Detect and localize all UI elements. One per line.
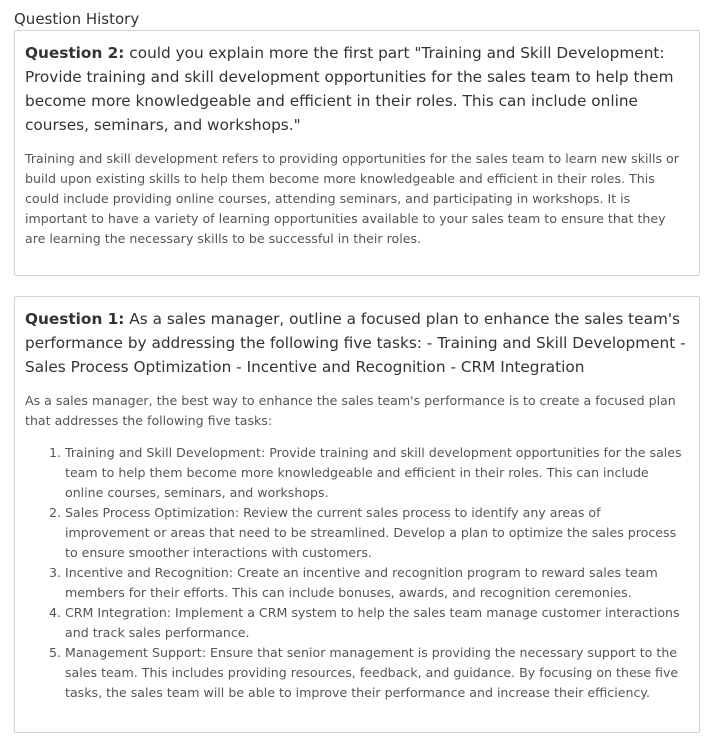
answer: [25, 391, 687, 703]
question-body: could you explain more the first part "Training and Skill Development: Provide training and skill development opportunities for the sales team to help them become more knowledgeable and efficient in their roles. This can include online courses, seminars, and workshops.": [25, 44, 674, 134]
answer-list: [25, 443, 687, 703]
answer-paragraph: As a sales manager, the best way to enhance the sales team's performance is to create a focused plan that addresses the following five tasks:: [25, 393, 676, 428]
list-item: 1. Training and Skill Development: Provide training and skill development opportunities for the sales team to help them become more knowledgeable and efficient in their roles. This can include online courses, seminars, and workshops.: [65, 443, 687, 503]
answer: [25, 149, 687, 249]
question-text: [25, 307, 687, 379]
page-title: Question History: [14, 10, 140, 28]
list-item: 2. Sales Process Optimization: Review the current sales process to identify any areas of improvement or areas that need to be streamlined. Develop a plan to optimize the sales process to ensure smoother interactions with customers.: [65, 503, 687, 563]
answer-paragraph: Training and skill development refers to providing opportunities for the sales team to learn new skills or build upon existing skills to help them become more knowledgeable and efficient in their roles. This could include providing online courses, attending seminars, and participating in workshops. It is important to have a variety of learning opportunities available to your sales team to ensure that they are learning the necessary skills to be successful in their roles.: [25, 151, 679, 246]
list-item: 3. Incentive and Recognition: Create an incentive and recognition program to reward sales team members for their efforts. This can include bonuses, awards, and recognition ceremonies.: [65, 563, 687, 603]
question-label: Question 2:: [25, 44, 125, 62]
list-item: 5. Management Support: Ensure that senior management is providing the necessary support to the sales team. This includes providing resources, feedback, and guidance. By focusing on these five tasks, the sales team will be able to improve their performance and increase their efficiency.: [65, 643, 687, 703]
question-text: [25, 41, 687, 137]
question-label: Question 1:: [25, 310, 125, 328]
question-body: As a sales manager, outline a focused plan to enhance the sales team's performance by addressing the following five tasks: - Training and Skill Development - Sales Process Optimization - Incentive and Recognition - CRM Integration: [25, 310, 686, 376]
list-item: 4. CRM Integration: Implement a CRM system to help the sales team manage customer interactions and track sales performance.: [65, 603, 687, 643]
question-card-2: [14, 30, 700, 276]
question-card-1: [14, 296, 700, 733]
